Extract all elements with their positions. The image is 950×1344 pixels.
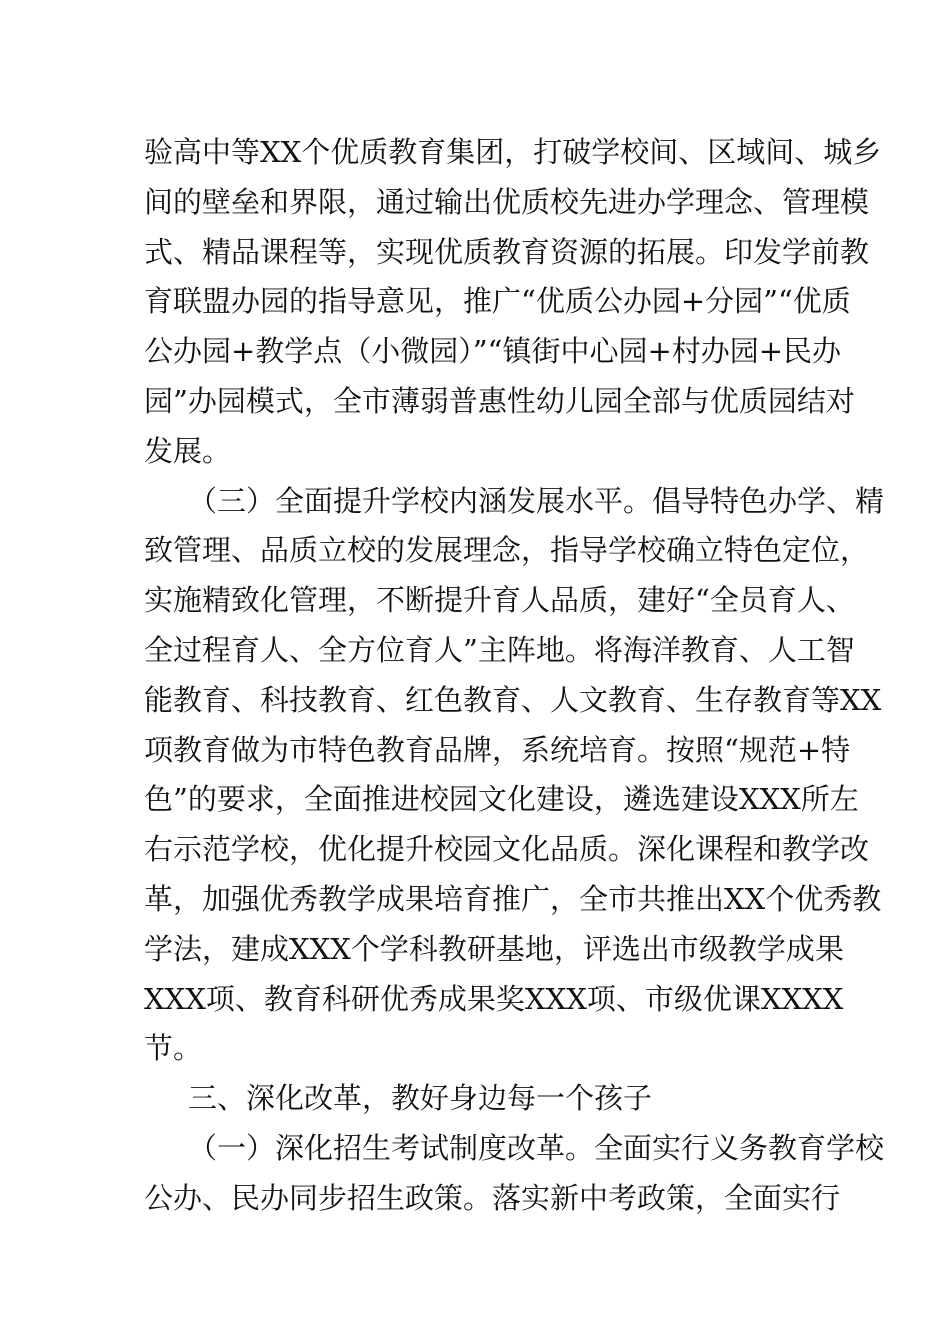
text-line: 式、精品课程等，实现优质教育资源的拓展。印发学前教 (144, 234, 870, 269)
text-line: 发展。 (144, 433, 232, 468)
text-line: 色”的要求，全面推进校园文化建设，遴选建设XXX所左 (144, 782, 859, 817)
text-line: XXX项、教育科研优秀成果奖XXX项、市级优课XXXX (144, 981, 844, 1016)
text-line: 全过程育人、全方位育人”主阵地。将海洋教育、人工智 (144, 632, 855, 667)
text-line: 间的壁垒和界限，通过输出优质校先进办学理念、管理模 (144, 184, 870, 219)
paragraph-heading-line: （一）深化招生考试制度改革。全面实行义务教育学校 (188, 1130, 885, 1165)
text-line: 革，加强优秀教学成果培育推广，全市共推出XX个优秀教 (144, 881, 882, 916)
document-body (144, 128, 885, 1224)
text-line: 验高中等XX个优质教育集团，打破学校间、区域间、城乡 (144, 135, 882, 169)
text-line: 公办、民办同步招生政策。落实新中考政策，全面实行 (144, 1180, 841, 1215)
text-line: 致管理、品质立校的发展理念，指导学校确立特色定位， (144, 533, 870, 568)
text-line: 学法，建成XXX个学科教研基地，评选出市级教学成果 (144, 931, 844, 966)
paragraph-heading-line: （三）全面提升学校内涵发展水平。倡导特色办学、精 (188, 483, 885, 518)
text-line: 实施精致化管理，不断提升育人品质，建好“全员育人、 (144, 583, 855, 618)
text-line: 右示范学校，优化提升校园文化品质。深化课程和教学改 (144, 832, 870, 867)
text-line: 能教育、科技教育、红色教育、人文教育、生存教育等XX (144, 682, 882, 717)
text-line: 节。 (144, 1031, 203, 1066)
section-heading: 三、深化改革，教好身边每一个孩子 (188, 1081, 653, 1116)
text-line: 项教育做为市特色教育品牌，系统培育。按照“规范+特 (144, 732, 851, 767)
text-line: 园”办园模式，全市薄弱普惠性幼儿园全部与优质园结对 (144, 383, 855, 418)
text-line: 公办园+教学点（小微园）”“镇街中心园+村办园+民办 (144, 334, 842, 369)
text-line: 育联盟办园的指导意见，推广“优质公办园+分园”“优质 (144, 284, 851, 319)
